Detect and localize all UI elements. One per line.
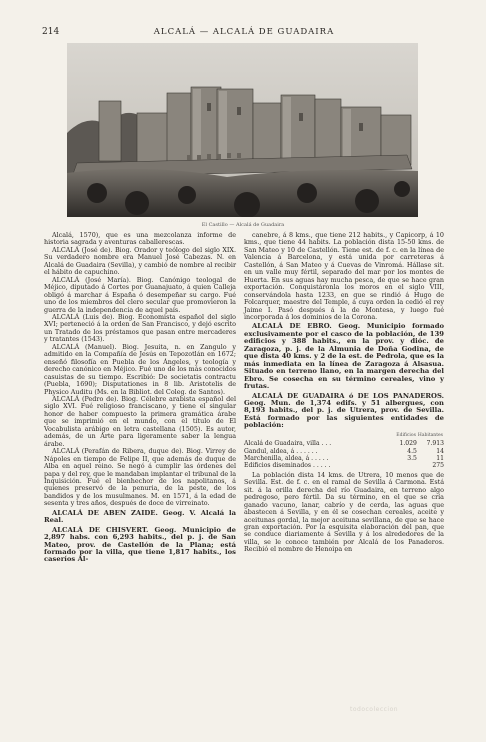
table-header-edificios: Edificios <box>396 432 416 438</box>
table-cell: 3.5 <box>407 455 417 462</box>
table-cell: 1.029 <box>399 440 417 448</box>
table-cell: Gandul, aldea, á . . . . . . <box>244 447 318 455</box>
table-cell: Edificios diseminados . . . . . <box>244 462 331 470</box>
table-row <box>244 440 444 447</box>
page-header <box>42 27 446 39</box>
entry-paragraph: canebre, á 8 kms., que tiene 212 habits., y Capicorp, á 10 kms., que tiene 44 habits. La población dista 15-50 kms. de San Mateo y 10 de Castellón. Tiene est. de f. c. en la línea de Valencia á Barcelona, y está unida por carreteras á Castellón, á San Mateo y á Cuevas de Vinromá. Hállase sit. en un valle muy fértil, separado del mar por los montes de Huerta. En sus aguas hay mucha pesca, de que se hace gran exportación. Conquistáronla los moros en el siglo VIII, conservándola hasta 1233, en que se rindió á Hugo de Folcarquer, maestre del Temple, á cuya orden la cedió el rey Jaime I. Pasó después á la de Montesa, y luego fué incorporada á los dominios de la Corona. <box>244 231 444 321</box>
castle-photograph <box>67 43 418 217</box>
left-column <box>44 232 236 564</box>
entry-paragraph: ALCALÁ (Pedro de). Biog. Célebre arabista español del siglo XVI. Fué religioso franciscano, y tiene el singular honor de haber compuesto la primera gramática árabe que se imprimió en el mundo, con el título de El Vocabulista arábigo en letra castellana (1505). Es autor, además, de un Arte para ligeramente saber la lengua árabe. <box>44 394 236 448</box>
table-cell: 4.5 <box>407 447 417 455</box>
population-table <box>244 431 444 470</box>
table-row <box>244 455 444 462</box>
table-row <box>244 462 444 469</box>
right-column <box>244 232 444 554</box>
table-header-habitantes: Habitantes <box>417 432 443 438</box>
table-cell: 7.913 <box>426 440 444 448</box>
figure-caption: El Castillo — Alcalá de Guadaira <box>201 222 285 228</box>
entry-paragraph: La población dista 14 kms. de Utrera, 10 menos que de Sevilla. Est. de f. c. en el ramal de Sevilla á Carmona. Está sit. á la orilla derecha del río Guadaira, en terreno algo pedregoso, pero fértil. Da su término, en el que se cría ganado vacuno, lanar, cabrío y de cerda, las aguas que abastecen á Sevilla, y en él se cosechan cereales, aceite y aceitunas gordal, la mejor aceituna sevillana, de que se hace gran exportación. Por la esquisita elaboración del pan, que se conduce diariamente á Sevilla y á los alrededores de la villa, se le conoce también por Alcalá de los Panaderos. Recibió el nombre de Henoipa en <box>244 470 444 554</box>
table-cell: Alcalá de Guadaira, villa . . . <box>244 440 332 448</box>
table-cell: 14 <box>436 447 444 455</box>
entry-paragraph: ALCALÁ (Luis de). Biog. Economista español del siglo XVI; perteneció á la orden de San Francisco, y dejó escrito un Tratado de los préstamos que pasan entre mercaderes y tratantes (1543). <box>44 312 236 344</box>
running-title: ALCALÁ — ALCALÁ DE GUADAIRA <box>153 27 335 37</box>
entry-paragraph: ALCALÁ (José de). Biog. Orador y teólogo del siglo XIX. Su verdadero nombre era Manuel José Cabezas. N. en Alcalá de Guadaira (Sevilla), y cambió de nombre al recibir el hábito de capuchino. <box>44 245 236 277</box>
entry-paragraph: Alcalá, 1570), que es una mezcolanza informe de historia sagrada y aventuras caballerescas. <box>44 231 236 247</box>
entry-heading-paragraph: ALCALÁ DE EBRO. Geog. Municipio formado exclusivamente por el casco de la población, de 139 edificios y 388 habits., en la prov. y dióc. de Zaragoza, p. j. de la Almunia de Doña Godina, de que dista 40 kms. y 2 de la est. de Pedrola, que es la más inmediata en la línea de Zaragoza á Alsasua. Situado en terreno llano, en la margen derecha del Ebro. Se cosecha en su término cereales, vino y frutas. <box>244 322 444 391</box>
table-cell: 275 <box>432 462 444 470</box>
entry-heading-paragraph: ALCALÁ DE ABEN ZAIDE. Geog. V. Alcalá la Real. <box>44 508 236 525</box>
watermark: todocoleccion <box>350 706 399 713</box>
page-number: 214 <box>42 27 60 37</box>
entry-paragraph: ALCALÁ (José María). Biog. Canónigo teologal de Méjico, diputado á Cortes por Guanajuato, á quien Calleja obligó á marchar á España ó desempeñar su cargo. Fué uno de los miembros del clero secular que promovieron la guerra de la independencia de aquel país. <box>44 275 236 314</box>
entry-heading-paragraph: ALCALÁ DE GUADAIRA ó DE LOS PANADEROS. Geog. Mun. de 1,374 edifs. y 51 albergues, con 8,193 habits., del p. j. de Utrera, prov. de Sevilla. Está formado por las siguientes entidades de población: <box>244 391 444 430</box>
entry-paragraph: ALCALÁ (Perafán de Ribera, duque de). Biog. Virrey de Nápoles en tiempo de Felipe II, que además de duque de Alba en aquel reino. Se negó á cumplir las órdenes del papa y del rey, que le mandaban implantar el tribunal de la Inquisición. Fué el bienhechor de los napolitanos, á quienes preservó de la penuria, de la peste, de los bandidos y de los musulmanes. M. en 1571, á la edad de sesenta y tres años, después de doce de virreinato. <box>44 447 237 508</box>
table-cell: Marchenilla, aldea, á . . . . . <box>244 455 329 462</box>
entry-paragraph: ALCALÁ (Manuel). Biog. Jesuita, n. en Zangulo y admitido en la Compañía de Jesús en Tepozotlán en 1672; enseñó filosofía en Puebla de los Ángeles, y teología y derecho canónico en Méjico. Fué uno de los más conocidos casuistas de su tiempo. Escribió: De societatis contractu (Puebla, 1690); Disputationes in 8 lib. Aristotelis de Physico Auditu (Ms. en la Bibliot. del Coleg. de Santos). <box>44 342 236 396</box>
entry-heading-paragraph: ALCALÁ DE CHISVERT. Geog. Municipio de 2,897 habs. con 6,293 habits., del p. j. de San Mateo, prov. de Castellón de la Plana; está formado por la villa, que tiene 1,817 habits., los caseríos Al- <box>44 525 236 564</box>
table-row <box>244 448 444 455</box>
table-cell <box>391 462 417 469</box>
table-cell: 11 <box>436 455 444 462</box>
